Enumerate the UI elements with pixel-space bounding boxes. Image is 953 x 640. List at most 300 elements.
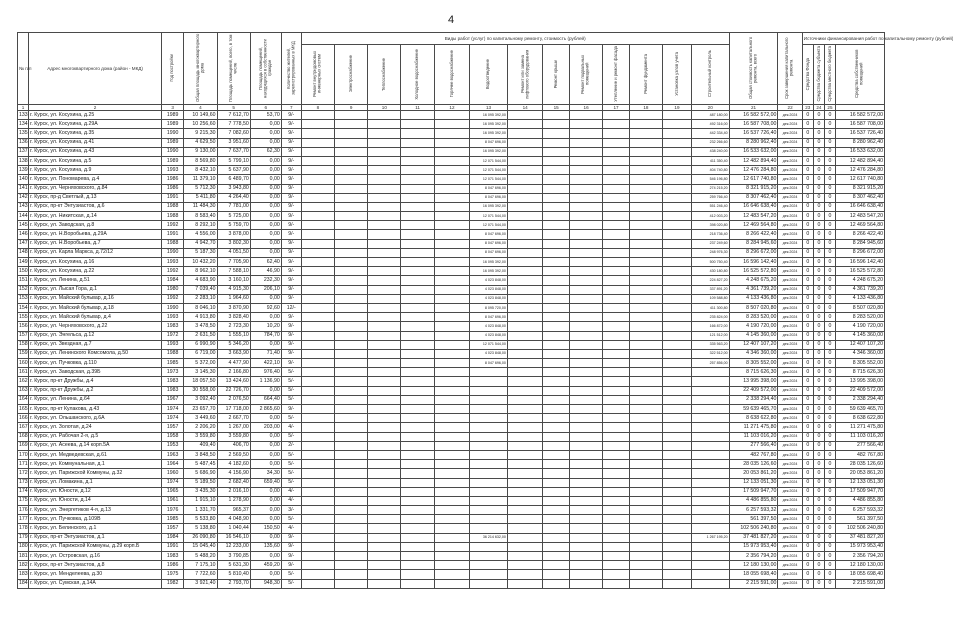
cell-empty <box>507 303 542 312</box>
cell-empty <box>663 561 692 570</box>
cell-a1: 8 962,10 <box>184 267 217 276</box>
cell-s2: 0 <box>813 129 824 138</box>
cell-year: 1986 <box>162 184 184 193</box>
cell-s4: 12 476 284,80 <box>836 166 885 175</box>
cell-s3: 0 <box>824 423 835 432</box>
cell-empty <box>507 441 542 450</box>
cell-empty <box>663 331 692 340</box>
cell-total: 16 533 632,00 <box>729 147 778 156</box>
cell-empty <box>507 156 542 165</box>
cell-addr: г. Курск, ул. Парижской Коммуны, д.32 <box>29 469 162 478</box>
cell-empty <box>603 469 630 478</box>
cell-a2: 7 082,60 <box>217 129 250 138</box>
cell-empty <box>603 414 630 423</box>
cell-p: 9/- <box>281 313 301 322</box>
cell-empty <box>368 322 401 331</box>
cell-s2: 0 <box>813 506 824 515</box>
cell-empty <box>368 303 401 312</box>
cell-addr: г. Курск, ул. Косухина, д.35 <box>29 129 162 138</box>
table-row <box>18 285 885 294</box>
cell-sk: 232 266,60 <box>691 138 729 147</box>
column-number: 4 <box>184 105 217 111</box>
cell-p: 5/- <box>281 579 301 588</box>
cell-year: 1986 <box>162 561 184 570</box>
cell-a1: 9 130,00 <box>184 147 217 156</box>
cell-addr: г. Курск, ул. Карла Маркса, д.72/12 <box>29 248 162 257</box>
cell-empty <box>434 111 469 120</box>
cell-empty <box>569 469 602 478</box>
cell-p: 5/- <box>281 570 301 579</box>
cell-lift <box>470 570 508 579</box>
cell-a1: 3 848,50 <box>184 450 217 459</box>
cell-lift <box>470 450 508 459</box>
cell-p: 9/- <box>281 561 301 570</box>
cell-year: 1989 <box>162 120 184 129</box>
column-number: 17 <box>603 105 630 111</box>
cell-empty <box>301 294 334 303</box>
cell-s1: 0 <box>802 469 813 478</box>
column-number: 13 <box>470 105 508 111</box>
cell-empty <box>603 138 630 147</box>
header-deadline: Срок завершения капитального ремонта <box>784 37 795 99</box>
cell-s2: 0 <box>813 340 824 349</box>
cell-empty <box>543 414 570 423</box>
cell-s2: 0 <box>813 414 824 423</box>
cell-empty <box>629 322 662 331</box>
cell-empty <box>543 239 570 248</box>
cell-a2: 1 040,44 <box>217 524 250 533</box>
cell-empty <box>569 395 602 404</box>
cell-empty <box>401 552 434 561</box>
cell-a3: 0,00 <box>250 552 281 561</box>
cell-empty <box>603 524 630 533</box>
cell-empty <box>334 138 367 147</box>
cell-empty <box>334 405 367 414</box>
header-source-3: Средства собственников помещений <box>854 49 864 99</box>
cell-empty <box>401 303 434 312</box>
cell-p: 9/- <box>281 405 301 414</box>
cell-empty <box>368 294 401 303</box>
cell-empty <box>663 156 692 165</box>
cell-total: 561 397,50 <box>729 515 778 524</box>
table-row <box>18 258 885 267</box>
cell-total: 4 133 436,80 <box>729 294 778 303</box>
cell-lift <box>470 432 508 441</box>
cell-empty <box>301 276 334 285</box>
cell-lift <box>470 377 508 386</box>
cell-empty <box>507 285 542 294</box>
cell-empty <box>401 377 434 386</box>
cell-s2: 0 <box>813 138 824 147</box>
cell-empty <box>507 506 542 515</box>
cell-a1: 4 629,50 <box>184 138 217 147</box>
cell-empty <box>434 166 469 175</box>
table-row <box>18 460 885 469</box>
cell-empty <box>629 294 662 303</box>
cell-empty <box>603 322 630 331</box>
cell-empty <box>507 175 542 184</box>
cell-p: 9/- <box>281 285 301 294</box>
cell-year: 1984 <box>162 276 184 285</box>
cell-empty <box>401 138 434 147</box>
cell-empty <box>434 212 469 221</box>
cell-addr: г. Курск, ул. Черняховского, д.84 <box>29 184 162 193</box>
cell-empty <box>507 111 542 120</box>
cell-empty <box>434 230 469 239</box>
cell-lift <box>470 441 508 450</box>
cell-a1: 2 206,20 <box>184 423 217 432</box>
cell-empty <box>663 395 692 404</box>
cell-empty <box>543 230 570 239</box>
table-row <box>18 184 885 193</box>
cell-s2: 0 <box>813 359 824 368</box>
cell-empty <box>401 460 434 469</box>
cell-empty <box>301 322 334 331</box>
cell-empty <box>603 239 630 248</box>
cell-addr: г. Курск, ул. Косухина, д.5 <box>29 156 162 165</box>
cell-empty <box>569 230 602 239</box>
cell-a2: 1 278,90 <box>217 496 250 505</box>
cell-year: 1963 <box>162 450 184 459</box>
cell-s4: 8 307 462,40 <box>836 193 885 202</box>
cell-s2: 0 <box>813 579 824 588</box>
cell-s1: 0 <box>802 221 813 230</box>
cell-addr: г. Курск, ул. Косухина, д.25 <box>29 111 162 120</box>
cell-empty <box>603 423 630 432</box>
cell-empty <box>663 405 692 414</box>
cell-empty <box>507 460 542 469</box>
cell-p: 9/- <box>281 239 301 248</box>
cell-empty <box>334 441 367 450</box>
table-row <box>18 193 885 202</box>
cell-empty <box>569 533 602 542</box>
cell-empty <box>543 570 570 579</box>
cell-empty <box>301 432 334 441</box>
cell-dl: дек.2024 <box>778 230 802 239</box>
cell-n: 162 <box>18 377 29 386</box>
cell-empty <box>301 202 334 211</box>
cell-n: 141 <box>18 184 29 193</box>
cell-lift <box>470 395 508 404</box>
cell-p: 5/- <box>281 469 301 478</box>
cell-empty <box>368 239 401 248</box>
cell-sk: 237 249,60 <box>691 239 729 248</box>
cell-a3: 206,10 <box>250 285 281 294</box>
cell-a3: 0,00 <box>250 184 281 193</box>
cell-s1: 0 <box>802 313 813 322</box>
cell-lift <box>470 368 508 377</box>
table-row <box>18 487 885 496</box>
cell-dl: дек.2024 <box>778 561 802 570</box>
cell-lift: 8 047 696,00 <box>470 184 508 193</box>
cell-year: 1972 <box>162 331 184 340</box>
cell-sk <box>691 450 729 459</box>
header-work-11: Установка узлов учета <box>673 52 679 96</box>
cell-s4: 4 133 436,80 <box>836 294 885 303</box>
cell-empty <box>368 111 401 120</box>
cell-empty <box>543 460 570 469</box>
cell-empty <box>434 313 469 322</box>
cell-empty <box>301 533 334 542</box>
cell-empty <box>629 221 662 230</box>
cell-empty <box>569 552 602 561</box>
table-row <box>18 377 885 386</box>
cell-empty <box>629 377 662 386</box>
column-number: 25 <box>824 105 835 111</box>
cell-s4: 11 271 475,80 <box>836 423 885 432</box>
cell-n: 156 <box>18 322 29 331</box>
cell-a3: 0,00 <box>250 441 281 450</box>
cell-empty <box>368 230 401 239</box>
cell-empty <box>434 515 469 524</box>
cell-year: 1992 <box>162 267 184 276</box>
cell-n: 170 <box>18 450 29 459</box>
cell-empty <box>603 441 630 450</box>
cell-empty <box>569 423 602 432</box>
cell-a1: 10 149,60 <box>184 111 217 120</box>
cell-year: 1992 <box>162 221 184 230</box>
cell-s1: 0 <box>802 258 813 267</box>
cell-total: 11 271 475,80 <box>729 423 778 432</box>
cell-s3: 0 <box>824 487 835 496</box>
cell-year: 1973 <box>162 368 184 377</box>
column-number: 21 <box>729 105 778 111</box>
cell-sk <box>691 579 729 588</box>
cell-empty <box>334 322 367 331</box>
cell-s3: 0 <box>824 450 835 459</box>
cell-sk: 109 588,80 <box>691 294 729 303</box>
table-row <box>18 441 885 450</box>
cell-a1: 3 145,30 <box>184 368 217 377</box>
cell-s3: 0 <box>824 349 835 358</box>
cell-empty <box>629 395 662 404</box>
cell-a3: 0,00 <box>250 230 281 239</box>
cell-s2: 0 <box>813 276 824 285</box>
cell-empty <box>507 294 542 303</box>
cell-addr: г. Курск, ул. Белинского, д.1 <box>29 524 162 533</box>
cell-empty <box>603 395 630 404</box>
cell-empty <box>543 175 570 184</box>
cell-empty <box>401 441 434 450</box>
cell-n: 134 <box>18 120 29 129</box>
cell-empty <box>401 469 434 478</box>
cell-p: 9/- <box>281 267 301 276</box>
cell-s2: 0 <box>813 202 824 211</box>
cell-empty <box>569 120 602 129</box>
cell-s2: 0 <box>813 368 824 377</box>
cell-sk: 430 180,80 <box>691 267 729 276</box>
cell-lift: 8 047 696,00 <box>470 193 508 202</box>
cell-a3: 0,00 <box>250 120 281 129</box>
cell-addr: г. Курск, ул. Коммунальная, д.1 <box>29 460 162 469</box>
cell-lift <box>470 542 508 551</box>
cell-s2: 0 <box>813 377 824 386</box>
cell-a3: 0,00 <box>250 432 281 441</box>
cell-dl: дек.2024 <box>778 184 802 193</box>
cell-s1: 0 <box>802 533 813 542</box>
cell-a2: 3 828,40 <box>217 313 250 322</box>
cell-s4: 16 596 142,40 <box>836 258 885 267</box>
cell-a2: 2 667,70 <box>217 414 250 423</box>
cell-empty <box>434 441 469 450</box>
cell-sk <box>691 469 729 478</box>
cell-lift: 16 095 392,00 <box>470 202 508 211</box>
table-row <box>18 313 885 322</box>
cell-year: 1985 <box>162 515 184 524</box>
cell-total: 8 715 626,30 <box>729 368 778 377</box>
column-number: 22 <box>778 105 802 111</box>
cell-empty <box>401 156 434 165</box>
cell-empty <box>629 120 662 129</box>
cell-dl: дек.2024 <box>778 239 802 248</box>
cell-addr: г. Курск, ул. Косухина, д.41 <box>29 138 162 147</box>
cell-empty <box>543 193 570 202</box>
cell-year: 1990 <box>162 248 184 257</box>
cell-s2: 0 <box>813 478 824 487</box>
table-row <box>18 230 885 239</box>
cell-n: 143 <box>18 202 29 211</box>
cell-empty <box>569 340 602 349</box>
cell-sk: 442 334,40 <box>691 129 729 138</box>
cell-addr: г. Курск, ул. Н.Воробьева, д.29А <box>29 230 162 239</box>
cell-empty <box>663 166 692 175</box>
cell-total: 6 257 593,32 <box>729 506 778 515</box>
cell-lift: 16 095 392,00 <box>470 129 508 138</box>
cell-s1: 0 <box>802 542 813 551</box>
cell-dl: дек.2024 <box>778 423 802 432</box>
cell-s1: 0 <box>802 175 813 184</box>
cell-a2: 2 569,50 <box>217 450 250 459</box>
cell-empty <box>401 331 434 340</box>
cell-empty <box>434 120 469 129</box>
cell-empty <box>663 524 692 533</box>
cell-empty <box>629 147 662 156</box>
cell-year: 1991 <box>162 542 184 551</box>
header-area-total: Общая площадь многоквартирного дома <box>194 33 205 103</box>
cell-empty <box>507 202 542 211</box>
cell-empty <box>569 432 602 441</box>
cell-s3: 0 <box>824 221 835 230</box>
cell-empty <box>569 386 602 395</box>
cell-n: 149 <box>18 258 29 267</box>
cell-empty <box>507 432 542 441</box>
cell-empty <box>663 202 692 211</box>
cell-dl: дек.2024 <box>778 405 802 414</box>
cell-s4: 28 035 126,60 <box>836 460 885 469</box>
cell-a2: 4 048,90 <box>217 515 250 524</box>
cell-s1: 0 <box>802 184 813 193</box>
cell-empty <box>334 156 367 165</box>
cell-empty <box>434 496 469 505</box>
cell-addr: г. Курск, ул. Косухина, д.22 <box>29 267 162 276</box>
cell-total: 12 617 740,80 <box>729 175 778 184</box>
cell-s3: 0 <box>824 193 835 202</box>
cell-sk <box>691 478 729 487</box>
cell-n: 140 <box>18 175 29 184</box>
cell-a1: 11 379,10 <box>184 175 217 184</box>
cell-a1: 5 488,20 <box>184 552 217 561</box>
table-row <box>18 478 885 487</box>
cell-total: 8 280 962,40 <box>729 138 778 147</box>
cell-a1: 8 569,80 <box>184 156 217 165</box>
cell-empty <box>603 230 630 239</box>
cell-s2: 0 <box>813 515 824 524</box>
cell-a3: 203,00 <box>250 423 281 432</box>
cell-addr: г. Курск, ул. Энгельса, д.12 <box>29 331 162 340</box>
cell-p: 5/- <box>281 460 301 469</box>
cell-addr: г. Курск, пр-кт Кулакова, д.43 <box>29 405 162 414</box>
cell-dl: дек.2024 <box>778 450 802 459</box>
cell-year: 1993 <box>162 313 184 322</box>
cell-s3: 0 <box>824 230 835 239</box>
cell-sk <box>691 552 729 561</box>
cell-s4: 12 469 564,80 <box>836 221 885 230</box>
cell-empty <box>629 331 662 340</box>
cell-empty <box>603 460 630 469</box>
cell-dl: дек.2024 <box>778 432 802 441</box>
cell-empty <box>663 368 692 377</box>
cell-s2: 0 <box>813 496 824 505</box>
cell-empty <box>401 230 434 239</box>
cell-empty <box>663 193 692 202</box>
cell-total: 8 321 915,20 <box>729 184 778 193</box>
cell-sk: 546 196,80 <box>691 175 729 184</box>
cell-empty <box>401 487 434 496</box>
cell-s4: 11 103 016,20 <box>836 432 885 441</box>
cell-a3: 0,00 <box>250 570 281 579</box>
cell-empty <box>543 267 570 276</box>
cell-empty <box>334 221 367 230</box>
cell-dl: дек.2024 <box>778 349 802 358</box>
cell-empty <box>603 276 630 285</box>
cell-empty <box>629 340 662 349</box>
cell-s1: 0 <box>802 193 813 202</box>
cell-empty <box>301 340 334 349</box>
column-number: 23 <box>802 105 813 111</box>
cell-empty <box>507 570 542 579</box>
cell-empty <box>507 414 542 423</box>
cell-s4: 482 767,80 <box>836 450 885 459</box>
cell-year: 1953 <box>162 441 184 450</box>
cell-s3: 0 <box>824 267 835 276</box>
cell-empty <box>434 138 469 147</box>
cell-empty <box>401 349 434 358</box>
cell-empty <box>368 129 401 138</box>
cell-empty <box>401 166 434 175</box>
cell-empty <box>301 552 334 561</box>
cell-empty <box>603 248 630 257</box>
cell-empty <box>569 349 602 358</box>
cell-empty <box>434 303 469 312</box>
cell-p: 5/- <box>281 414 301 423</box>
cell-sk <box>691 414 729 423</box>
cell-total: 12 469 564,80 <box>729 221 778 230</box>
header-sources-group: Источники финансирования работ по капитальному ремонту (рублей) <box>802 33 884 45</box>
table-row <box>18 147 885 156</box>
cell-sk: 335 563,20 <box>691 340 729 349</box>
cell-empty <box>663 460 692 469</box>
cell-empty <box>368 349 401 358</box>
cell-a3: 0,00 <box>250 221 281 230</box>
cell-empty <box>603 349 630 358</box>
cell-a3: 0,00 <box>250 496 281 505</box>
cell-n: 147 <box>18 239 29 248</box>
cell-a2: 2 166,80 <box>217 368 250 377</box>
cell-addr: г. Курск, ул. Майский бульвар, д.16 <box>29 294 162 303</box>
cell-empty <box>334 478 367 487</box>
cell-empty <box>543 487 570 496</box>
cell-s2: 0 <box>813 423 824 432</box>
